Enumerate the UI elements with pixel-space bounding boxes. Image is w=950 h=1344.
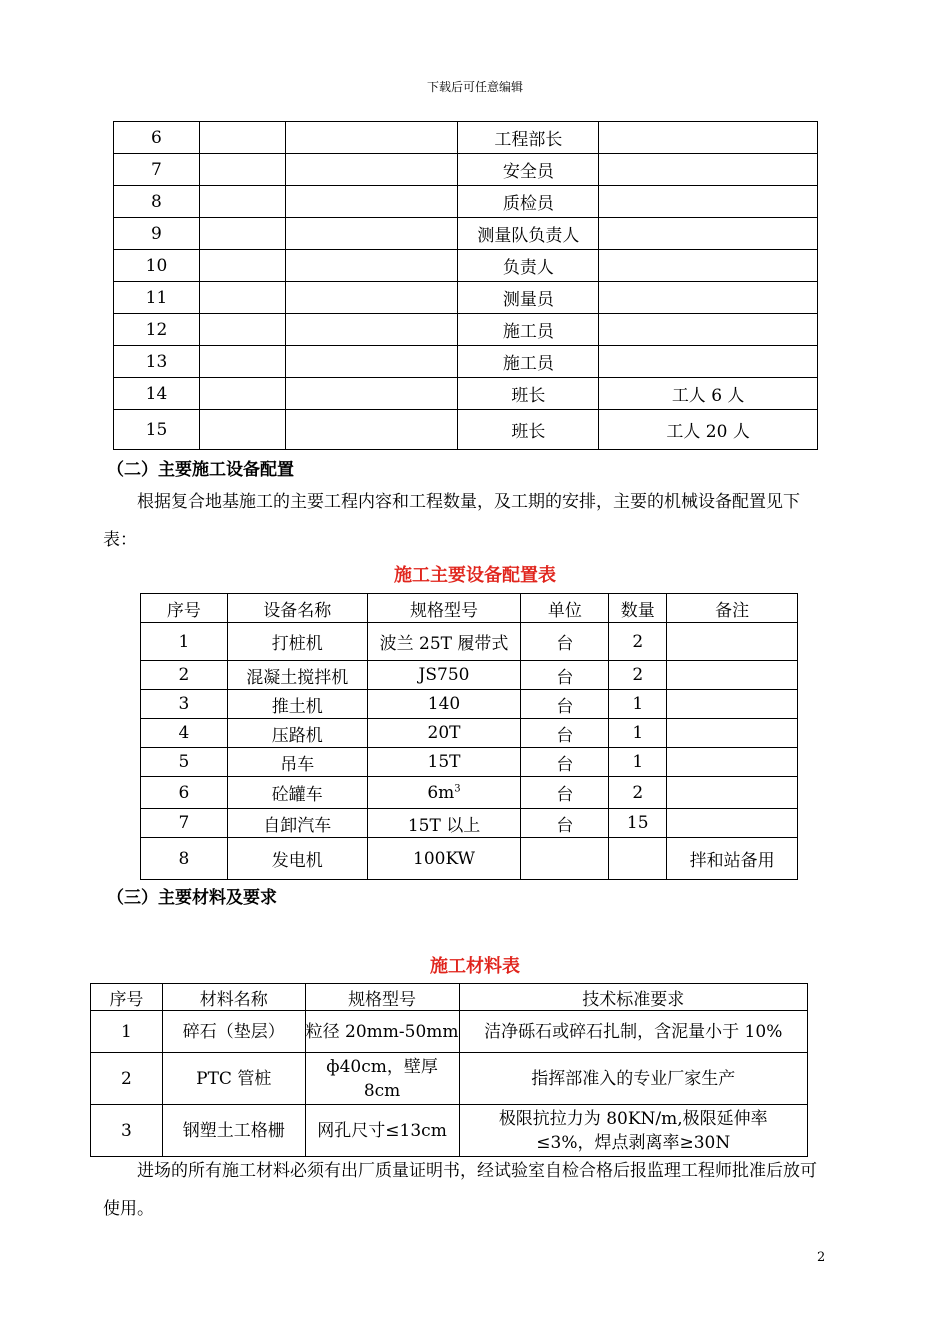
table-row: 6 工程部长 — [114, 122, 818, 154]
staff-table — [113, 121, 818, 450]
table-row: 8 质检员 — [114, 186, 818, 218]
table-row: 9 测量队负责人 — [114, 218, 818, 250]
table-row: 15 班长 工人 20 人 — [114, 410, 818, 450]
table-row: 8 发电机 100KW 拌和站备用 — [141, 838, 798, 880]
table-row: 12 施工员 — [114, 314, 818, 346]
table-row: 10 负责人 — [114, 250, 818, 282]
section-heading-materials: （三）主要材料及要求 — [107, 888, 277, 908]
table-header-row: 序号 设备名称 规格型号 单位 数量 备注 — [141, 594, 798, 623]
table-header-row: 序号 材料名称 规格型号 技术标准要求 — [91, 984, 808, 1011]
equipment-table-title: 施工主要设备配置表 — [394, 565, 556, 586]
table-row: 6 砼罐车 $6m^3$ 台 2 — [141, 777, 798, 809]
table-row: 7 安全员 — [114, 154, 818, 186]
table-row: 1 碎石（垫层） 粒径 20mm-50mm 洁净砾石或碎石扎制，含泥量小于 10% — [91, 1011, 808, 1053]
table-row: 11 测量员 — [114, 282, 818, 314]
table-row: 4 压路机 20T 台 1 — [141, 719, 798, 748]
table-row: 3 钢塑土工格栅 网孔尺寸≤13cm 极限抗拉力为 80KN/m,极限延伸率≤3%，焊点剥离率≥30N — [91, 1105, 808, 1157]
section-heading-equipment: （二）主要施工设备配置 — [107, 460, 294, 480]
table-row: 2 PTC 管桩 ф40cm，壁厚 8cm 指挥部准入的专业厂家生产 — [91, 1053, 808, 1105]
table-row: 7 自卸汽车 15T 以上 台 15 — [141, 809, 798, 838]
page-number: 2 — [817, 1250, 826, 1265]
table-row: 13 施工员 — [114, 346, 818, 378]
equipment-table — [140, 593, 798, 880]
materials-table-title: 施工材料表 — [430, 956, 520, 977]
table-row: 5 吊车 15T 台 1 — [141, 748, 798, 777]
equipment-paragraph: 根据复合地基施工的主要工程内容和工程数量，及工期的安排，主要的机械设备配置见下表： — [103, 492, 800, 550]
page-header: 下载后可任意编辑 — [426, 80, 523, 94]
table-row: 3 推土机 140 台 1 — [141, 690, 798, 719]
closing-paragraph: 进场的所有施工材料必须有出厂质量证明书，经试验室自检合格后报监理工程师批准后放可使用。 — [103, 1161, 817, 1219]
materials-table — [90, 983, 808, 1157]
table-row: 2 混凝土搅拌机 JS750 台 2 — [141, 661, 798, 690]
table-row: 14 班长 工人 6 人 — [114, 378, 818, 410]
table-row: 1 打桩机 波兰 25T 履带式 台 2 — [141, 623, 798, 661]
